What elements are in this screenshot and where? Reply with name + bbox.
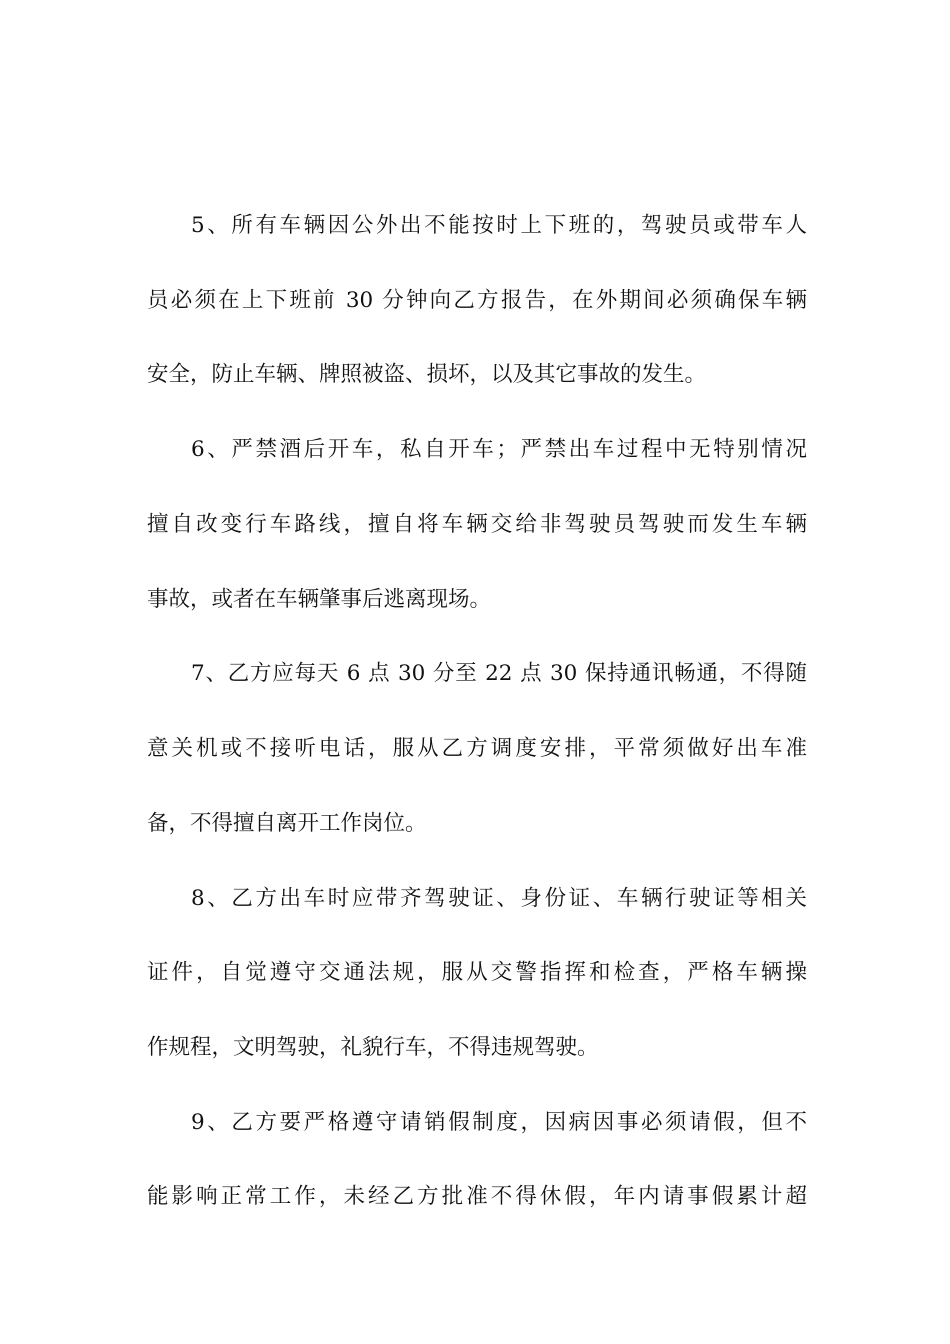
text-line: 5、所有车辆因公外出不能按时上下班的，驾驶员或带车人 [191, 213, 807, 238]
text-line: 8、乙方出车时应带齐驾驶证、身份证、车辆行驶证等相关 [191, 886, 807, 911]
text-line: 备，不得擅自离开工作岗位。 [147, 811, 427, 836]
text-line: 能影响正常工作，未经乙方批准不得休假，年内请事假累计超 [147, 1184, 807, 1209]
text-line: 安全，防止车辆、牌照被盗、损坏，以及其它事故的发生。 [147, 362, 707, 387]
text-line: 证件，自觉遵守交通法规，服从交警指挥和检查，严格车辆操 [147, 960, 807, 985]
text-line: 7、乙方应每天 6 点 30 分至 22 点 30 保持通讯畅通，不得随 [191, 661, 807, 686]
text-line: 作规程，文明驾驶，礼貌行车，不得违规驾驶。 [147, 1035, 599, 1060]
text-line: 事故，或者在车辆肇事后逃离现场。 [147, 587, 492, 612]
text-line: 6、严禁酒后开车，私自开车；严禁出车过程中无特别情况 [191, 437, 807, 462]
text-line: 9、乙方要严格遵守请销假制度，因病因事必须请假，但不 [191, 1110, 807, 1135]
text-line: 擅自改变行车路线，擅自将车辆交给非驾驶员驾驶而发生车辆 [147, 512, 807, 537]
text-line: 意关机或不接听电话，服从乙方调度安排，平常须做好出车准 [147, 736, 807, 761]
text-line: 员必须在上下班前 30 分钟向乙方报告，在外期间必须确保车辆 [147, 288, 807, 313]
